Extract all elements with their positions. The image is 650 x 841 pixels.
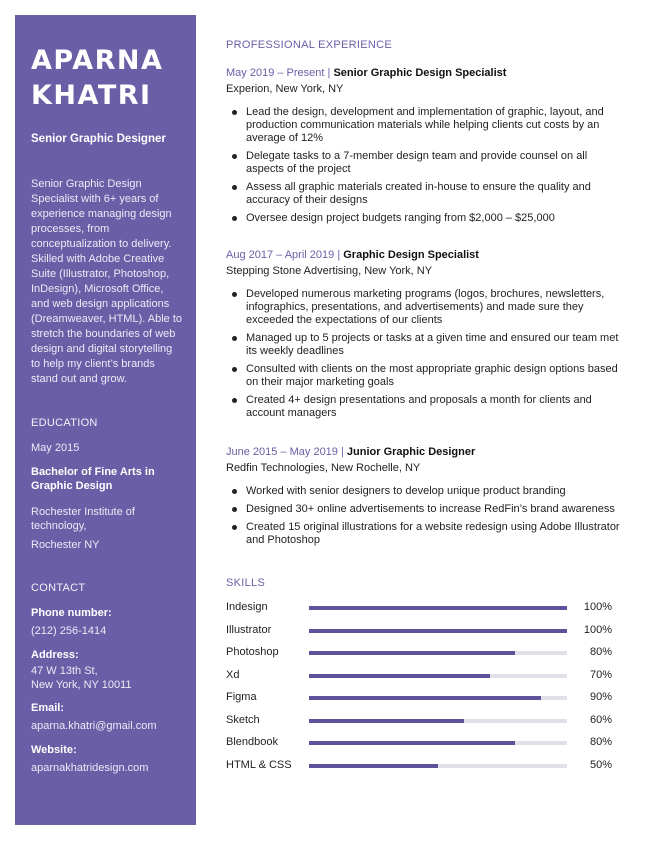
skill-name: Illustrator (226, 623, 272, 636)
skill-percent: 90% (589, 691, 612, 703)
job-title: Senior Graphic Design Specialist (333, 67, 507, 79)
sidebar (15, 15, 196, 825)
website-link[interactable]: aparnakhatridesign.com (31, 762, 149, 774)
job-bullets (226, 485, 626, 547)
skill-bar-fill (309, 651, 515, 655)
skill-bar-fill (309, 764, 438, 768)
skill-row (226, 714, 626, 737)
job-entry (226, 446, 626, 547)
job-entry (226, 249, 626, 420)
job-company: Redfin Technologies, New Rochelle, NY (226, 462, 421, 474)
skill-bar-fill (309, 629, 567, 633)
skill-name: Photoshop (226, 646, 279, 658)
skill-bar-fill (309, 606, 567, 610)
skill-percent: 70% (589, 668, 612, 681)
bullet-item: Oversee design project budgets ranging from $2,000 – $25,000 (246, 212, 626, 225)
bullet-item: Created 15 original illustrations for a website redesign using Adobe Illustrator and Photoshop (246, 521, 626, 547)
education-school: Rochester Institute of technology, (31, 506, 135, 532)
education-date: May 2015 (31, 442, 80, 454)
bullet-item: Created 4+ design presentations and proposals a month for clients and account managers (246, 394, 626, 420)
candidate-name (31, 43, 182, 113)
skill-percent: 100% (583, 601, 612, 613)
job-title: Graphic Design Specialist (343, 249, 479, 261)
skill-bar-track (309, 696, 567, 700)
skill-row (226, 601, 626, 624)
email-link[interactable]: aparna.khatri@gmail.com (31, 720, 157, 732)
address-label: Address: (31, 649, 79, 661)
skill-bar-track (309, 651, 567, 655)
bullet-item: Delegate tasks to a 7-member design team and provide counsel on all aspects of the project (246, 150, 626, 176)
skill-row (226, 646, 626, 669)
skill-bar-track (309, 764, 567, 768)
skill-row (226, 669, 626, 692)
job-header (226, 249, 626, 261)
bullet-item: Managed up to 5 projects or tasks at a given time and ensured our team met its weekly deadlines (246, 332, 626, 358)
skill-bar-fill (309, 674, 490, 678)
skills-list (226, 601, 626, 781)
first-name: APARNA (31, 45, 164, 76)
job-dates: May 2019 – Present (226, 67, 325, 79)
skill-row (226, 691, 626, 714)
last-name: KHATRI (31, 80, 152, 111)
skill-name: Figma (226, 691, 257, 703)
bullet-item: Lead the design, development and implementation of graphic, layout, and production communication materials while helping clients cut costs by an average of 12% (246, 106, 626, 145)
experience-heading: PROFESSIONAL EXPERIENCE (226, 39, 393, 51)
main-content (226, 39, 626, 781)
skill-name: Blendbook (226, 736, 278, 748)
skill-name: Sketch (226, 713, 260, 726)
job-separator: | (334, 249, 344, 261)
skill-row (226, 759, 626, 782)
skill-percent: 100% (583, 623, 612, 636)
skill-percent: 80% (589, 736, 612, 748)
skill-percent: 60% (589, 713, 612, 726)
skill-percent: 50% (589, 758, 612, 771)
website-label: Website: (31, 744, 77, 756)
skill-bar-track (309, 606, 567, 610)
phone-value[interactable]: (212) 256-1414 (31, 625, 107, 637)
skill-name: Xd (226, 668, 240, 681)
skill-percent: 80% (589, 646, 612, 658)
job-title: Junior Graphic Designer (346, 446, 476, 458)
job-separator: | (337, 446, 347, 458)
education-heading: EDUCATION (31, 417, 98, 429)
address-line-1: 47 W 13th St, (31, 665, 98, 677)
job-separator: | (324, 67, 334, 79)
bullet-item: Designed 30+ online advertisements to increase RedFin’s brand awareness (246, 503, 626, 516)
skill-bar-track (309, 674, 567, 678)
education-location: Rochester NY (31, 539, 100, 551)
job-entry (226, 67, 626, 225)
job-header (226, 67, 626, 79)
skill-name: HTML & CSS (226, 758, 292, 771)
bullet-item: Worked with senior designers to develop unique product branding (246, 485, 626, 498)
contact-heading: CONTACT (31, 582, 86, 594)
skills-heading: SKILLS (226, 577, 266, 589)
email-label: Email: (31, 702, 65, 714)
job-dates: Aug 2017 – April 2019 (226, 249, 335, 261)
skill-row (226, 736, 626, 759)
education-degree: Bachelor of Fine Arts in Graphic Design (31, 466, 155, 492)
skill-bar-fill (309, 696, 541, 700)
address-line-2: New York, NY 10011 (31, 679, 132, 691)
bullet-item: Assess all graphic materials created in-house to ensure the quality and accuracy of their designs (246, 181, 626, 207)
job-bullets (226, 288, 626, 420)
skill-bar-track (309, 719, 567, 723)
phone-label: Phone number: (31, 607, 112, 619)
skill-bar-track (309, 629, 567, 633)
job-list (226, 67, 626, 547)
skill-bar-fill (309, 719, 464, 723)
job-header (226, 446, 626, 458)
profile-summary: Senior Graphic Design Specialist with 6+ years of experience managing design processes, from conceptualization to delivery. Skilled with Adobe Creative Suite (Illustrator, Photoshop, InDesign), Microsoft Office, and web design applications (Dreamweaver, HTML). Able to stretch the boundaries of web design and digital storytelling to help my client’s brands stand out and grow. (31, 178, 182, 385)
job-company: Experion, New York, NY (226, 83, 344, 95)
bullet-item: Consulted with clients on the most appropriate graphic design options based on their major marketing goals (246, 363, 626, 389)
skill-bar-track (309, 741, 567, 745)
job-bullets (226, 106, 626, 225)
job-company: Stepping Stone Advertising, New York, NY (226, 265, 433, 277)
job-role: Senior Graphic Designer (31, 133, 166, 145)
skill-row (226, 624, 626, 647)
job-dates: June 2015 – May 2019 (226, 446, 338, 458)
bullet-item: Developed numerous marketing programs (logos, brochures, newsletters, infographics, presentations, and advertisements) and made sure they exceeded the expectations of our clients (246, 288, 626, 327)
skill-bar-fill (309, 741, 515, 745)
skill-name: Indesign (226, 601, 268, 613)
